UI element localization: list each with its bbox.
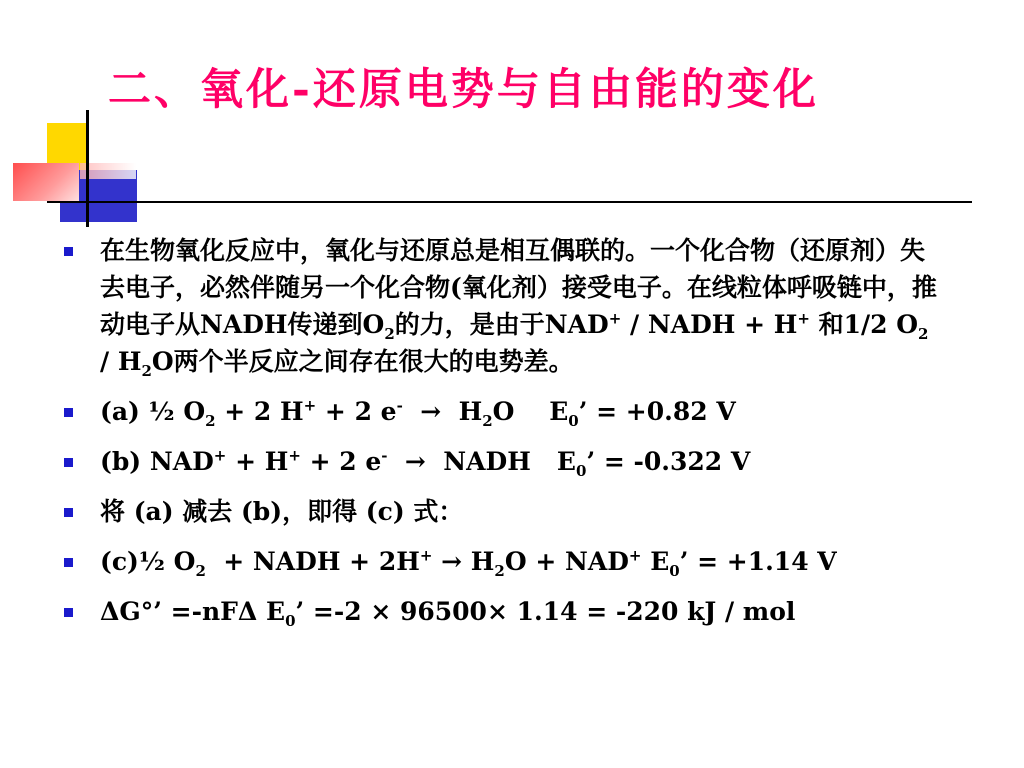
bullet-item-5: (c)½ $O_2$ + NADH + $2H^+ \to H_2O + NAD^+$ $E_0$’ = +1.14 V xyxy=(60,543,940,580)
bullet-item-3: (b) NAD+ + H+ + 2 e- → NADH $E_0$’ = -0.322 V xyxy=(60,443,940,480)
bullet-item-4: 将 (a) 减去 (b)，即得 (c) 式： xyxy=(60,493,940,530)
horizontal-rule xyxy=(47,201,972,203)
vertical-rule xyxy=(86,110,89,227)
bullet-item-6: ΔG°’ =-nFΔ $E_0$’ =-2 × 96500× 1.14 = -220 kJ / mol xyxy=(60,593,940,630)
bullet-square-icon xyxy=(64,458,73,467)
bullet-square-icon xyxy=(64,608,73,617)
slide-title: 二、氧化-还原电势与自由能的变化 xyxy=(108,65,819,115)
bullet-square-icon xyxy=(64,408,73,417)
bullet-square-icon xyxy=(64,558,73,567)
bullet-square-icon xyxy=(64,247,73,256)
bullet-item-2: (a) ½ $O_2 + 2$ H+ + 2 $e^- \to H_2O$ $E_0$’ = +0.82 V xyxy=(60,393,940,430)
bullet-item-1: 在生物氧化反应中，氧化与还原总是相互偶联的。一个化合物（还原剂）失去电子，必然伴随另一个化合物(氧化剂）接受电子。在线粒体呼吸链中，推动电子从NADH传递到$O_2$的力，是由于NAD+ / NADH + H+ 和1/2 $O_2 / H_2O$两个半反应之间存在很大的电势差。 xyxy=(60,232,940,380)
bullet-list xyxy=(60,232,940,630)
red-gradient-square xyxy=(13,163,79,201)
bullet-square-icon xyxy=(64,508,73,517)
